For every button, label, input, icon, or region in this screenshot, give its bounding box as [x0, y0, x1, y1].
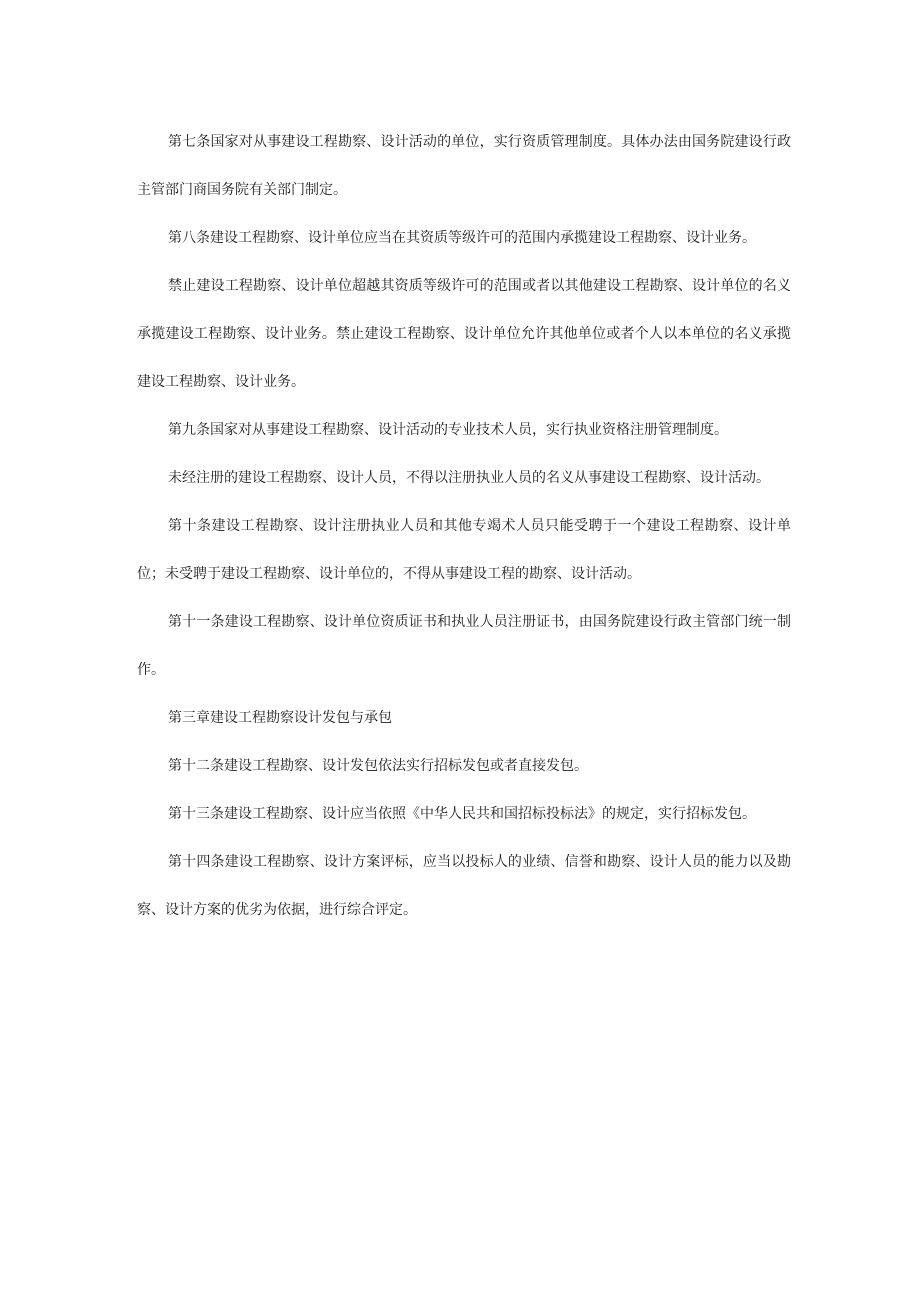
paragraph-article-11: 第十一条建设工程勘察、设计单位资质证书和执业人员注册证书，由国务院建设行政主管部门统一制作。: [137, 614, 791, 678]
paragraph-article-7: 第七条国家对从事建设工程勘察、设计活动的单位，实行资质管理制度。具体办法由国务院建设行政主管部门商国务院有关部门制定。: [137, 134, 791, 198]
paragraph-article-12: 第十二条建设工程勘察、设计发包依法实行招标发包或者直接发包。: [168, 758, 588, 774]
paragraph-article-14: 第十四条建设工程勘察、设计方案评标，应当以投标人的业绩、信誉和勘察、设计人员的能力以及勘察、设计方案的优劣为依据，进行综合评定。: [137, 854, 791, 918]
paragraph-article-13: 第十三条建设工程勘察、设计应当依照《中华人民共和国招标投标法》的规定，实行招标发包。: [168, 806, 756, 822]
paragraph-unregistered: 未经注册的建设工程勘察、设计人员，不得以注册执业人员的名义从事建设工程勘察、设计活动。: [168, 470, 770, 486]
paragraph-article-8: 第八条建设工程勘察、设计单位应当在其资质等级许可的范围内承揽建设工程勘察、设计业务。: [168, 230, 756, 246]
document-body: [137, 118, 791, 934]
paragraph-article-9: 第九条国家对从事建设工程勘察、设计活动的专业技术人员，实行执业资格注册管理制度。: [168, 422, 728, 438]
paragraph-prohibition: 禁止建设工程勘察、设计单位超越其资质等级许可的范围或者以其他建设工程勘察、设计单位的名义承揽建设工程勘察、设计业务。禁止建设工程勘察、设计单位允许其他单位或者个人以本单位的名义承揽建设工程勘察、设计业务。: [137, 278, 791, 390]
chapter-3-heading: 第三章建设工程勘察设计发包与承包: [168, 710, 392, 726]
paragraph-article-10: 第十条建设工程勘察、设计注册执业人员和其他专竭术人员只能受聘于一个建设工程勘察、设计单位；未受聘于建设工程勘察、设计单位的，不得从事建设工程的勘察、设计活动。: [137, 518, 791, 582]
